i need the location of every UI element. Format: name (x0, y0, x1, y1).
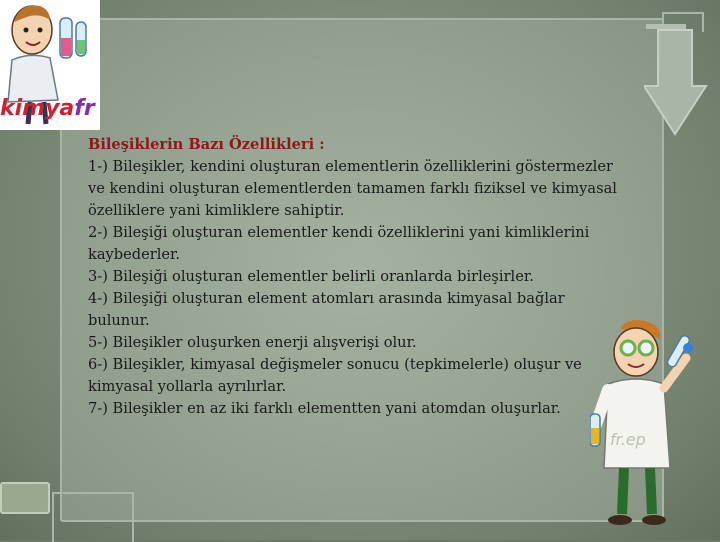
watermark-logo: fr.ep (610, 430, 646, 449)
list-item: 2-) Bileşiği oluşturan elementler kendi özelliklerini yani kimliklerini kaybederler. (88, 224, 590, 263)
list-item: 1-) Bileşikler, kendini oluşturan elementlerin özelliklerini göstermezler ve kendini oluşturan elementlerden tamamen farklı fiziksel ve kimyasal özelliklere yani kimliklere sahiptir. (88, 158, 617, 219)
list-item: 3-) Bileşiği oluşturan elementler belirli oranlarda birleşirler. (88, 268, 534, 285)
list-item: 4-) Bileşiği oluşturan element atomları arasında kimyasal bağlar bulunur. (88, 290, 565, 329)
slide-heading: Bileşiklerin Bazı Özellikleri : (88, 136, 325, 153)
list-item: 6-) Bileşikler, kimyasal değişmeler sonucu (tepkimelerle) oluşur ve kimyasal yollarla ayrılırlar. (88, 356, 582, 395)
brand-logo: kimyafr (0, 96, 95, 121)
slide-content (88, 134, 628, 420)
bottom-left-tab (0, 482, 50, 514)
down-arrow-icon (644, 24, 708, 136)
list-item: 7-) Bileşikler en az iki farklı elementten yani atomdan oluşurlar. (88, 400, 561, 417)
bottom-frame (52, 492, 134, 542)
list-item: 5-) Bileşikler oluşurken enerji alışverişi olur. (88, 334, 417, 351)
